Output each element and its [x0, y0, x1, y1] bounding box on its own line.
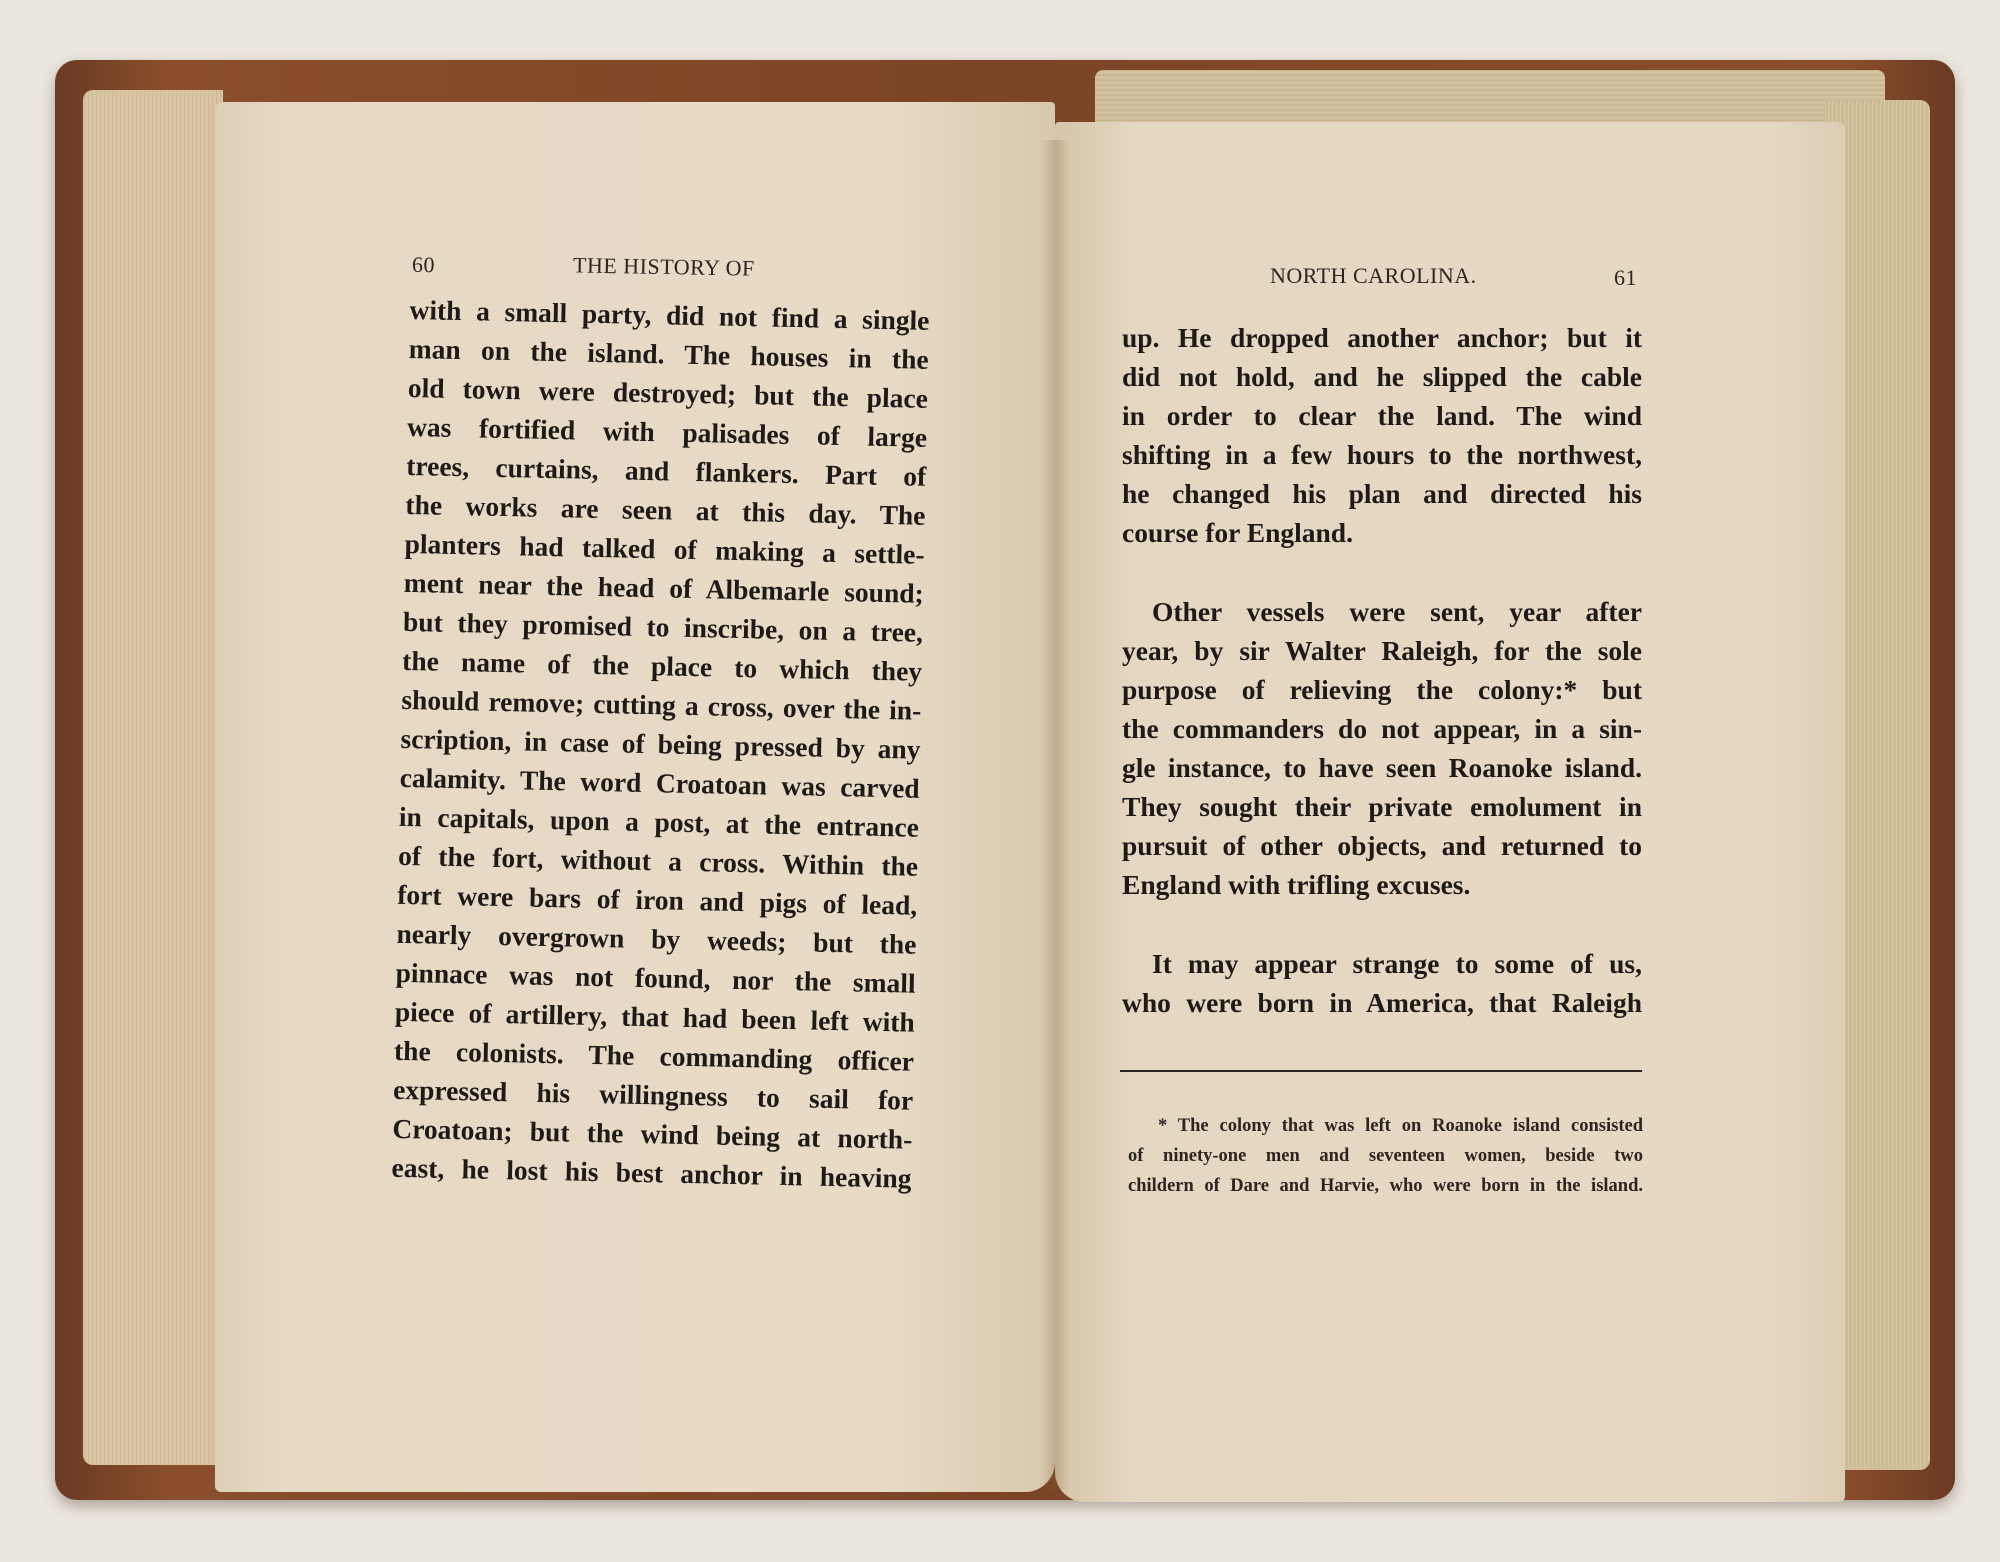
- text-line: pinnace was not found, nor the small: [395, 956, 916, 999]
- text-line: the name of the place to which they: [401, 644, 923, 687]
- text-line: scription, in case of being pressed by any: [400, 722, 921, 765]
- text-line: shifting in a few hours to the northwest,: [1122, 439, 1642, 470]
- text-line: ment near the head of Albemarle sound;: [403, 566, 925, 609]
- footnote-rule: [1120, 1070, 1642, 1072]
- text-line: in capitals, upon a post, at the entrance: [398, 800, 920, 843]
- text-line: man on the island. The houses in the: [408, 332, 929, 375]
- left-page-text: [391, 290, 930, 1198]
- page-block-left-edge: [83, 90, 223, 1465]
- book-gutter: [1040, 140, 1070, 1490]
- footnote-line: childern of Dare and Harvie, who were born in the island.: [1128, 1176, 1643, 1196]
- right-page-number: 61: [1614, 265, 1637, 290]
- text-line: but they promised to inscribe, on a tree,: [402, 605, 924, 648]
- text-line: Croatoan; but the wind being at north-: [392, 1112, 913, 1155]
- text-line: nearly overgrown by weeds; but the: [396, 917, 917, 960]
- text-line: pursuit of other objects, and returned to: [1122, 830, 1642, 861]
- text-line: course for England.: [1122, 517, 1353, 548]
- text-line: did not hold, and he slipped the cable: [1122, 361, 1642, 392]
- text-line: expressed his willingness to sail for: [392, 1073, 914, 1116]
- text-line: year, by sir Walter Raleigh, for the sole: [1122, 635, 1642, 666]
- text-line: should remove; cutting a cross, over the in-: [401, 683, 922, 726]
- text-line: It may appear strange to some of us,: [1152, 948, 1642, 979]
- right-running-head: NORTH CAROLINA.: [1270, 263, 1477, 288]
- text-line: planters had talked of making a settle-: [404, 527, 925, 570]
- text-line: piece of artillery, that had been left with: [394, 995, 916, 1038]
- text-line: up. He dropped another anchor; but it: [1122, 322, 1642, 353]
- text-line: Other vessels were sent, year after: [1152, 596, 1642, 627]
- right-page-text: [1122, 318, 1642, 1022]
- text-line: purpose of relieving the colony:* but: [1122, 674, 1642, 705]
- text-line: of the fort, without a cross. Within the: [397, 839, 919, 882]
- text-line: in order to clear the land. The wind: [1122, 400, 1642, 431]
- text-line: with a small party, did not find a single: [409, 293, 930, 336]
- text-line: gle instance, to have seen Roanoke island.: [1122, 752, 1642, 783]
- footnote: [1128, 1111, 1643, 1201]
- footnote-line: of ninety-one men and seventeen women, beside two: [1128, 1146, 1643, 1166]
- left-page-number: 60: [411, 251, 436, 278]
- open-book: [55, 60, 1955, 1500]
- text-line: trees, curtains, and flankers. Part of: [406, 449, 927, 492]
- text-line: the colonists. The commanding officer: [393, 1034, 915, 1077]
- text-line: the works are seen at this day. The: [405, 488, 926, 531]
- text-line: east, he lost his best anchor in heaving: [391, 1151, 912, 1194]
- text-line: the commanders do not appear, in a sin-: [1122, 713, 1642, 744]
- text-line: was fortified with palisades of large: [406, 410, 928, 453]
- text-line: old town were destroyed; but the place: [407, 371, 929, 414]
- footnote-line: * The colony that was left on Roanoke island consisted: [1158, 1116, 1643, 1136]
- text-line: calamity. The word Croatoan was carved: [399, 761, 921, 804]
- text-line: They sought their private emolument in: [1122, 791, 1642, 822]
- text-line: fort were bars of iron and pigs of lead,: [397, 878, 918, 921]
- text-line: who were born in America, that Raleigh: [1122, 987, 1642, 1018]
- left-running-head: THE HISTORY OF: [572, 252, 756, 281]
- text-line: England with trifling excuses.: [1122, 869, 1471, 900]
- text-line: he changed his plan and directed his: [1122, 478, 1642, 509]
